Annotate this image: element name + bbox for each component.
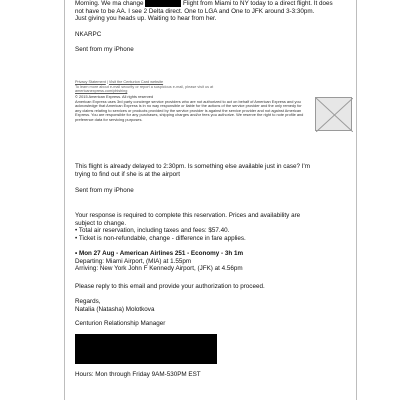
- privacy-statement-link[interactable]: Privacy Statement: [75, 80, 106, 84]
- right-margin-line: [356, 0, 357, 400]
- agent-name: Natalia (Natasha) Molotkova: [75, 305, 155, 313]
- second-message-line-1: This flight is already delayed to 2:30pm. Is something else available just in case? I'm: [75, 163, 311, 170]
- broken-image-icon: [315, 97, 352, 131]
- second-message: [75, 163, 355, 178]
- message-line-1-end: Flight from Miami to NY today to a direct flight. It does: [183, 0, 333, 8]
- message-line-1-start: Morning. We ma change: [75, 0, 144, 8]
- reply-request: Please reply to this email and provide your authorization to proceed.: [75, 283, 265, 290]
- message-line-3: Just giving you heads up. Waiting to hear from her.: [75, 15, 217, 23]
- flight-arriving: Arriving: New York John F Kennedy Airport, (JFK) at 4.56pm: [75, 265, 243, 273]
- office-hours: Hours: Mon through Friday 9AM-530PM EST: [75, 371, 201, 378]
- reservation-refund-policy: • Ticket is non-refundable, change - difference in fare applies.: [75, 234, 246, 242]
- second-sent-from-iphone: Sent from my iPhone: [75, 187, 134, 194]
- flight-departing: Departing: Miami Airport, (MIA) at 1.55pm: [75, 257, 192, 265]
- message-line-2: not have to be AA. I see 2 Delta direct. One to LGA and One to JFK around 3-3:30pm.: [75, 7, 315, 15]
- redacted-contact-block: [75, 334, 217, 364]
- link-separator: |: [105, 80, 109, 84]
- redacted-name: [145, 0, 181, 7]
- flight-header: • Mon 27 Aug - American Airlines 251 - Economy - 3h 1m: [75, 250, 244, 257]
- regards-text: Regards,: [75, 298, 101, 305]
- reservation-intro-line-2: subject to change.: [75, 219, 127, 227]
- reservation-intro-line-1: Your response is required to complete this reservation. Prices and availability are: [75, 212, 301, 219]
- signature-code: NKARPC: [75, 31, 102, 38]
- second-message-line-2: trying to find out if she is at the airport: [75, 170, 181, 178]
- first-message: [75, 0, 355, 23]
- report-phishing-text: To learn more about e-mail security or report a suspicious e-mail, please visit us at: [75, 84, 214, 89]
- legal-disclaimer: [75, 95, 305, 122]
- report-phishing-link[interactable]: americanexpress.com/phishing: [75, 89, 128, 94]
- copyright-text: © 2015 American Express. All rights reserved: [75, 94, 154, 99]
- agent-title: Centurion Relationship Manager: [75, 320, 166, 327]
- sent-from-iphone: Sent from my iPhone: [75, 46, 134, 53]
- reservation-intro: [75, 212, 355, 242]
- message-line-1: [75, 0, 355, 8]
- centurion-website-link[interactable]: Visit the Centurion Card website: [108, 80, 164, 84]
- disclaimer-text: American Express uses 3rd party concierge service providers who are not authorized to act on behalf of American Express and you acknowledge that American Express is in no way responsible or liable for the actions of the service provider and the only remedy for any claims relating to services or products provided by the service provider is against the service provider and not against American Express. You are responsible for any purchases, shipping charges and/or fees you authorize. We reserve the right to note profile and preference data for servicing purposes.: [75, 98, 304, 122]
- left-margin-line: [64, 0, 65, 400]
- reservation-total: • Total air reservation, including taxes and fees: $57.40.: [75, 227, 230, 235]
- flight-details: [75, 250, 355, 273]
- footer-links: [75, 80, 305, 94]
- closing: [75, 298, 355, 313]
